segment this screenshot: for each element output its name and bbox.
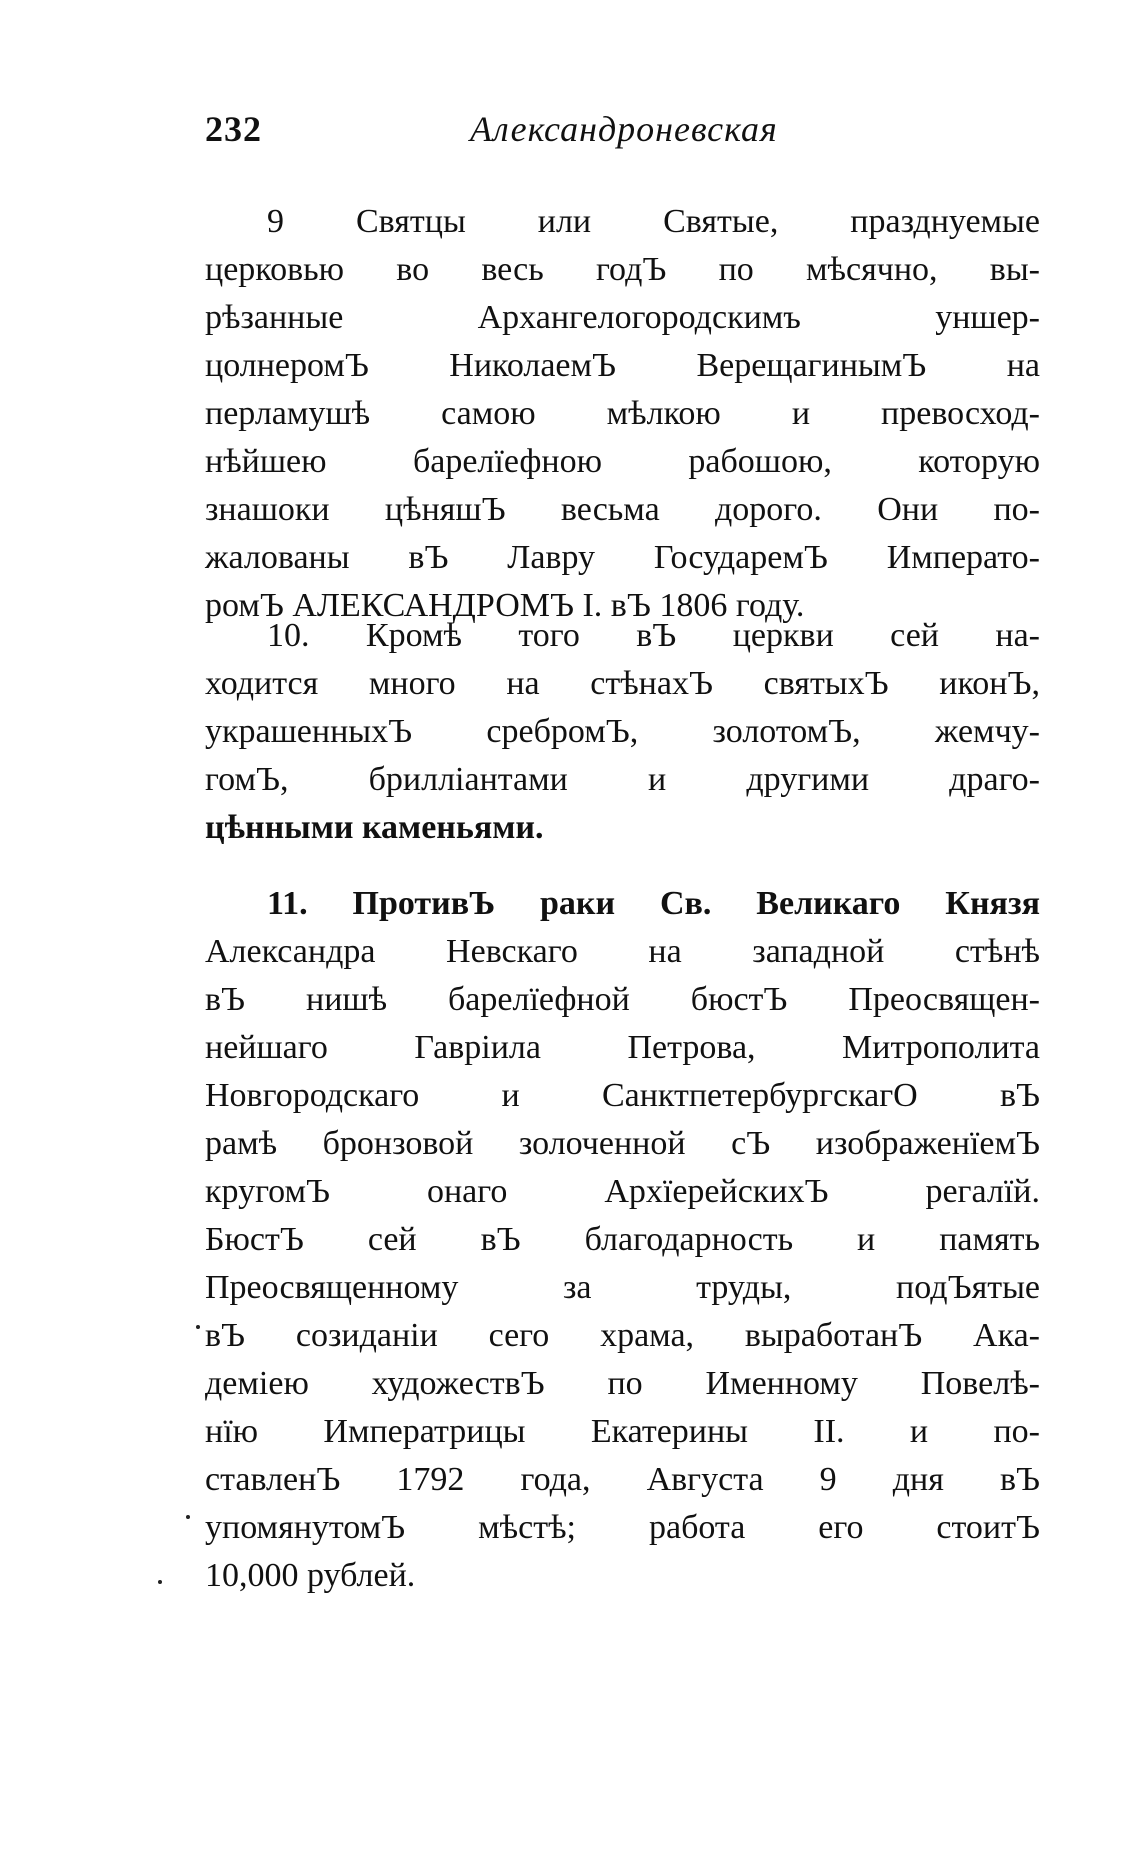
page-number: 232 bbox=[205, 109, 262, 149]
text-line: перламушѣ самою мѣлкою и превосход- bbox=[205, 395, 1040, 432]
text-line: рамѣ бронзовой золоченной сЪ изображенїемЪ bbox=[205, 1125, 1040, 1162]
ink-speck bbox=[158, 1580, 162, 1584]
paragraph-11 bbox=[205, 880, 1040, 1600]
text-line: цолнеромЪ НиколаемЪ ВерещагинымЪ на bbox=[205, 347, 1040, 384]
text-line: 10. Кромѣ того вЪ церкви сей на- bbox=[267, 617, 1040, 654]
text-line: нѣйшею барелїефною рабошою, которую bbox=[205, 443, 1040, 480]
text-line: украшенныхЪ сребромЪ, золотомЪ, жемчу- bbox=[205, 713, 1040, 750]
text-line: нейшаго Гавріила Петрова, Митрополита bbox=[205, 1029, 1040, 1066]
text-line: деміею художествЪ по Именному Повелѣ- bbox=[205, 1365, 1040, 1402]
text-line: ромЪ АЛЕКСАНДРОМЪ I. вЪ 1806 году. bbox=[205, 587, 805, 624]
text-line: 9 Святцы или Святые, празднуемые bbox=[267, 203, 1040, 240]
text-line: жалованы вЪ Лавру ГосударемЪ Императо- bbox=[205, 539, 1040, 576]
ink-speck bbox=[196, 1325, 200, 1329]
page-header bbox=[205, 108, 935, 158]
text-line: кругомЪ онаго АрхїерейскихЪ регалїй. bbox=[205, 1173, 1040, 1210]
text-line: БюстЪ сей вЪ благодарность и память bbox=[205, 1221, 1040, 1258]
text-line: Новгородскаго и СанктпетербургскагО вЪ bbox=[205, 1077, 1040, 1114]
text-line: нїю Императрицы Екатерины II. и по- bbox=[205, 1413, 1040, 1450]
text-line: ходится много на стѣнахЪ святыхЪ иконЪ, bbox=[205, 665, 1040, 702]
paragraph-9 bbox=[205, 198, 1040, 630]
text-line: гомЪ, брилліантами и другими драго- bbox=[205, 761, 1040, 798]
paragraph-10 bbox=[205, 612, 1040, 852]
text-line: вЪ нишѣ барелїефной бюстЪ Преосвящен- bbox=[205, 981, 1040, 1018]
text-line: вЪ созиданіи сего храма, выработанЪ Ака- bbox=[205, 1317, 1040, 1354]
text-line: 11. ПротивЪ раки Св. Великаго Князя bbox=[267, 885, 1040, 922]
text-line: упомянутомЪ мѣстѣ; работа его стоитЪ bbox=[205, 1509, 1040, 1546]
text-line: цѣнными каменьями. bbox=[205, 809, 544, 846]
text-line: ставленЪ 1792 года, Августа 9 дня вЪ bbox=[205, 1461, 1040, 1498]
text-line: церковью во весь годЪ по мѣсячно, вы- bbox=[205, 251, 1040, 288]
text-line: 10,000 рублей. bbox=[205, 1557, 416, 1594]
text-line: Преосвященному за труды, подЪятые bbox=[205, 1269, 1040, 1306]
running-title: Александроневская bbox=[470, 109, 778, 149]
text-line: рѣзанные Архангелогородскимъ уншер- bbox=[205, 299, 1040, 336]
text-line: Александра Невскаго на западной стѣнѣ bbox=[205, 933, 1040, 970]
ink-speck bbox=[186, 1515, 190, 1519]
text-line: знашоки цѣняшЪ весьма дорого. Они по- bbox=[205, 491, 1040, 528]
